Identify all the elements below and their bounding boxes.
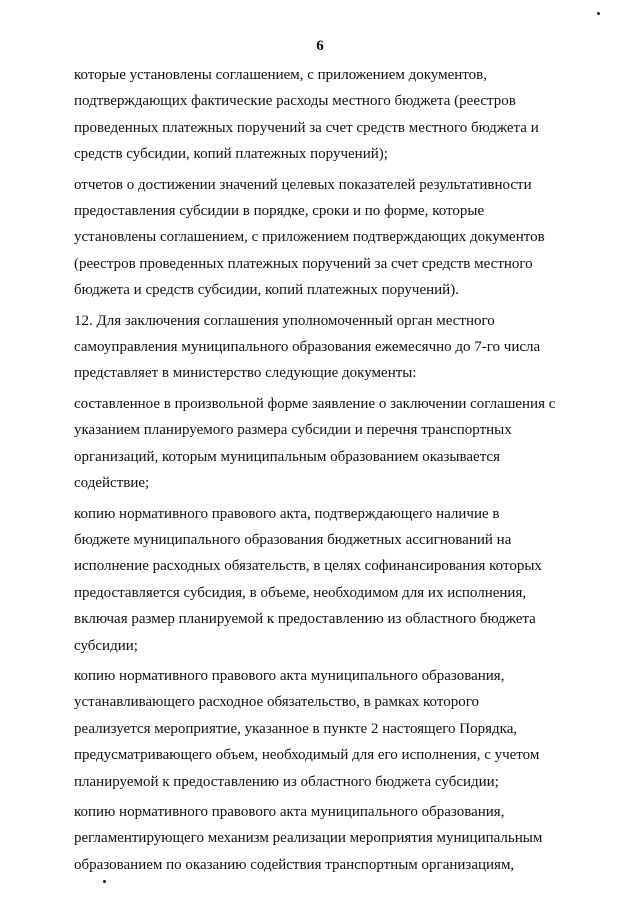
text-line: бюджете муниципального образования бюджетных ассигнований на: [74, 531, 512, 548]
text-line: подтверждающих фактические расходы местного бюджета (реестров: [74, 93, 516, 110]
text-line: включая размер планируемой к предоставлению из областного бюджета: [74, 611, 536, 628]
text-line: предусматривающего объем, необходимый для его исполнения, с учетом: [74, 747, 540, 764]
text-line: оказывается содействие;: [74, 448, 500, 492]
text-line: субсидии;: [74, 637, 138, 654]
text-line: соглашения с указанием планируемого размера субсидии и перечня: [74, 395, 556, 439]
text-line: предоставляется субсидия, в объеме, необходимом для их исполнения,: [74, 584, 527, 601]
text-line: устанавливающего расходное обязательство, в рамках которого: [74, 694, 479, 711]
text-line: отчетов о достижении значений целевых показателей: [74, 176, 416, 193]
text-line: исполнение расходных обязательств, в целях софинансирования которых: [74, 558, 542, 575]
text-line: планируемой к предоставлению из областного бюджета субсидии;: [74, 773, 499, 790]
text-line: самоуправления муниципального образования ежемесячно до 7-го числа: [74, 339, 541, 356]
text-line: реализуется мероприятие, указанное в пункте 2 настоящего Порядка,: [74, 720, 518, 737]
text-line: копию нормативного правового акта, подтверждающего наличие в: [74, 505, 500, 522]
text-line: копию нормативного правового акта муниципального образования,: [74, 667, 505, 684]
text-line: регламентирующего механизм реализации мероприятия муниципальным: [74, 830, 543, 847]
text-line: средств субсидии, копий платежных поручений);: [74, 146, 388, 163]
page-number: 6: [316, 38, 324, 54]
text-line: образованием по оказанию содействия транспортным организациям,: [74, 856, 515, 873]
document-body: [74, 62, 556, 882]
paragraph: [74, 308, 556, 387]
paragraph: [74, 799, 556, 878]
text-line: которые установлены соглашением, с приложением документов,: [74, 67, 487, 83]
text-line: копию нормативного правового акта муниципального образования,: [74, 803, 505, 820]
text-line: результативности предоставления субсидии в порядке, сроки и по форме,: [74, 176, 532, 220]
paragraph: [74, 391, 556, 497]
text-line: составленное в произвольной форме заявление о заключении: [74, 395, 467, 412]
text-line: которые установлены соглашением, с приложением подтверждающих: [74, 203, 485, 246]
paragraph: [74, 663, 556, 795]
text-line: 12. Для заключения соглашения уполномоченный орган местного: [74, 312, 495, 329]
text-line: транспортных организаций, которым муниципальным образованием: [74, 422, 512, 465]
paragraph: [74, 501, 556, 659]
paragraph: [74, 172, 556, 304]
text-line: местного бюджета и средств субсидии, копий платежных поручений).: [74, 255, 533, 299]
paragraph: [74, 62, 556, 168]
text-line: проведенных платежных поручений за счет средств местного бюджета и: [74, 119, 539, 136]
text-line: документов (реестров проведенных платежных поручений за счет средств: [74, 229, 545, 272]
scan-speck: [597, 12, 600, 15]
text-line: представляет в министерство следующие документы:: [74, 365, 417, 382]
